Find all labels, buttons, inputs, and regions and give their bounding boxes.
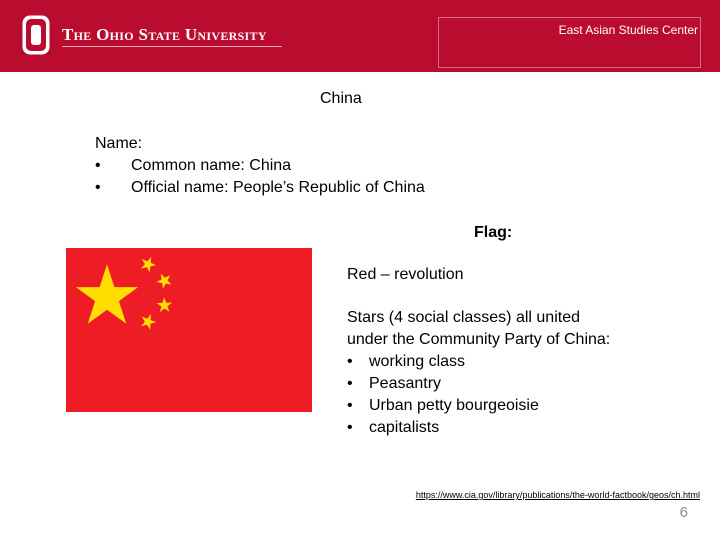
bullet-icon: • [347,397,353,414]
university-logo[interactable] [22,14,267,56]
spacer [347,286,610,307]
class-working: working class [369,353,466,370]
stars-meaning-line-2: under the Community Party of China: [347,331,611,348]
flag-meaning-section [347,264,610,439]
class-peasantry: Peasantry [369,375,442,392]
bullet-icon: • [347,375,353,392]
header-bar [0,0,720,72]
bullet-icon: • [347,353,353,370]
class-bourgeoisie: Urban petty bourgeoisie [369,397,539,414]
stars-meaning-line-1: Stars (4 social classes) all united [347,309,580,326]
logo-underline [62,46,282,47]
university-name [62,25,267,45]
block-o-logo-icon [22,15,50,55]
list-item [347,351,610,373]
page-number: 6 [679,504,688,521]
university-name-text: The Ohio State University [62,25,267,44]
flag-field [66,248,312,412]
common-name: Common name: China [131,157,292,174]
bullet-icon: • [347,419,353,436]
center-label[interactable]: East Asian Studies Center [558,23,698,37]
flag-heading: Flag: [474,224,513,241]
source-link[interactable]: https://www.cia.gov/library/publications/the-world-factbook/geos/ch.html [415,490,700,500]
list-item [95,155,425,177]
name-section [95,133,425,199]
list-item [347,417,610,439]
class-capitalists: capitalists [369,419,440,436]
list-item [347,395,610,417]
bullet-icon: • [95,179,101,196]
bullet-icon: • [95,157,101,174]
red-meaning: Red – revolution [347,266,464,283]
list-item [347,373,610,395]
list-item [95,177,425,199]
official-name: Official name: People’s Republic of China [131,179,425,196]
name-heading: Name: [95,135,143,152]
slide-title: China [320,90,362,107]
china-flag-image [66,248,312,412]
